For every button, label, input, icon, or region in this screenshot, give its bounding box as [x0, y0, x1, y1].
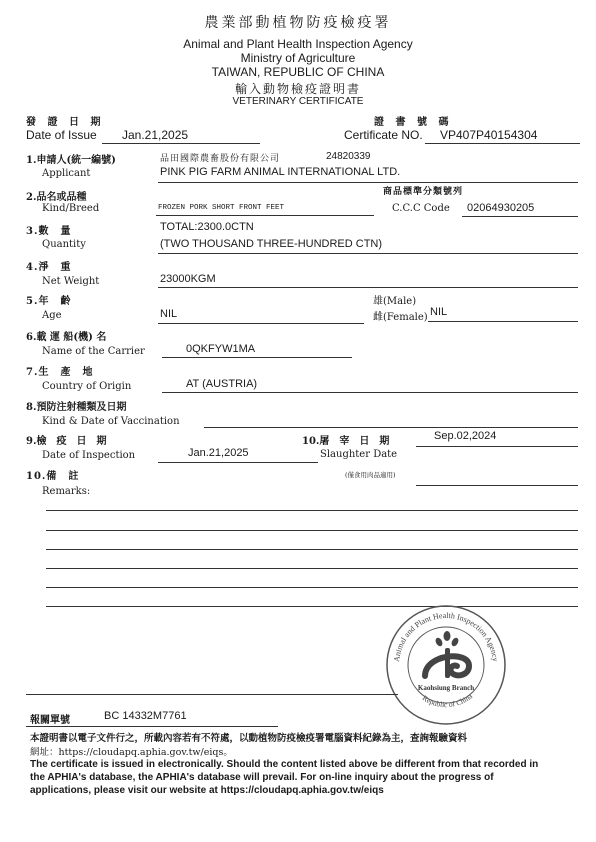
applicant-name-zh: 品田國際農畜股份有限公司 — [160, 154, 281, 164]
seal-graphic — [385, 604, 507, 726]
seal-ring-text: Animal and Plant Health Inspection Agency — [392, 610, 500, 663]
kind-label: Kind/Breed — [42, 203, 100, 214]
footer-notice-en-1: The certificate is issued in electronically. Should the content listed above be different from that recorded in — [30, 759, 539, 770]
country-name: TAIWAN, REPUBLIC OF CHINA — [211, 65, 385, 79]
quantity-value: TOTAL:2300.0CTN — [160, 221, 254, 233]
weight-label-zh: 4.淨 重 — [26, 262, 72, 273]
remarks-label: Remarks: — [42, 486, 91, 497]
weight-value: 23000KGM — [160, 273, 216, 285]
agency-title-en: Animal and Plant Health Inspection Agency — [183, 37, 413, 51]
female-label: 雌(Female) — [373, 312, 428, 323]
footer-notice-en-2: the APHIA's database, the APHIA's database will prevail. For on-line inquiry about the progress of — [30, 772, 494, 783]
official-seal — [385, 604, 507, 726]
ccc-label: C.C.C Code — [392, 203, 450, 214]
slaughter-value: Sep.02,2024 — [434, 430, 497, 442]
origin-label: Country of Origin — [42, 381, 132, 392]
issue-date-value: Jan.21,2025 — [122, 128, 189, 142]
weight-label: Net Weight — [42, 276, 100, 287]
issue-date-label-zh: 發 證 日 期 — [26, 117, 105, 128]
certificate-no-label: Certificate NO. — [344, 128, 423, 142]
footer-notice-zh-1: 本證明書以電子文件行之，所載內容若有不符處，以動植物防疫檢疫署電腦資料紀錄為主，查詢報驗資料 — [30, 733, 468, 744]
sex-value: NIL — [430, 306, 448, 318]
age-label: Age — [42, 310, 62, 321]
certificate-no-value: VP407P40154304 — [440, 128, 538, 142]
age-label-zh: 5.年 齡 — [26, 296, 72, 307]
seal-branch-text: Kaohsiung Branch — [417, 684, 475, 692]
carrier-label-zh: 6.載 運 船(機) 名 — [26, 332, 107, 343]
ministry-name: Ministry of Agriculture — [240, 51, 356, 65]
remarks-label-zh: 10.備 註 — [26, 471, 80, 482]
slaughter-label: Slaughter Date — [320, 449, 398, 460]
kind-value: FROZEN PORK SHORT FRONT FEET — [158, 204, 285, 212]
slaughter-note: (僅食用肉品適用) — [345, 471, 396, 479]
footer-notice-en-3: applications, please visit our website at https://cloudapq.aphia.gov.tw/eiqs — [30, 785, 384, 796]
kind-label-zh: 2.品名或品種 — [26, 192, 87, 203]
applicant-label: Applicant — [42, 168, 91, 179]
footer-notice-zh-2: 網址：https://cloudapq.aphia.gov.tw/eiqs。 — [30, 747, 233, 758]
inspection-value: Jan.21,2025 — [188, 447, 249, 459]
quantity-label: Quantity — [42, 239, 86, 250]
seal-bottom-text: Republic of China — [420, 691, 475, 710]
issue-date-label: Date of Issue — [26, 128, 97, 142]
certificate-no-label-zh: 證 書 號 碼 — [374, 117, 453, 128]
ccc-label-zh: 商品標準分類號列 — [383, 187, 464, 197]
origin-value: AT (AUSTRIA) — [186, 378, 258, 390]
applicant-name: PINK PIG FARM ANIMAL INTERNATIONAL LTD. — [160, 166, 401, 178]
seal-emblem-icon — [425, 631, 469, 678]
origin-label-zh: 7.生 產 地 — [26, 367, 94, 378]
certificate-title-en: VETERINARY CERTIFICATE — [232, 96, 364, 107]
customs-no-value: BC 14332M7761 — [104, 710, 187, 722]
slaughter-label-zh: 10.屠 宰 日 期 — [302, 436, 390, 447]
ccc-value: 02064930205 — [467, 202, 535, 214]
vaccination-label-zh: 8.預防注射種類及日期 — [26, 402, 127, 413]
quantity-label-zh: 3.數 量 — [26, 226, 72, 237]
male-label: 雄(Male) — [373, 296, 417, 307]
carrier-label: Name of the Carrier — [42, 346, 145, 357]
quantity-value-words: (TWO THOUSAND THREE-HUNDRED CTN) — [160, 238, 383, 250]
carrier-value: 0QKFYW1MA — [186, 343, 256, 355]
applicant-label-zh: 1.申請人(統一編號) — [26, 155, 116, 166]
applicant-id: 24820339 — [326, 151, 371, 162]
inspection-label-zh: 9.檢 疫 日 期 — [26, 436, 107, 447]
agency-title-zh: 農業部動植物防疫檢疫署 — [204, 15, 392, 31]
certificate-title-zh: 輸入動物檢疫證明書 — [234, 82, 361, 96]
vaccination-label: Kind & Date of Vaccination — [42, 416, 180, 427]
customs-no-label-zh: 報關單號 — [30, 715, 70, 726]
age-value: NIL — [160, 308, 178, 320]
inspection-label: Date of Inspection — [42, 450, 136, 461]
